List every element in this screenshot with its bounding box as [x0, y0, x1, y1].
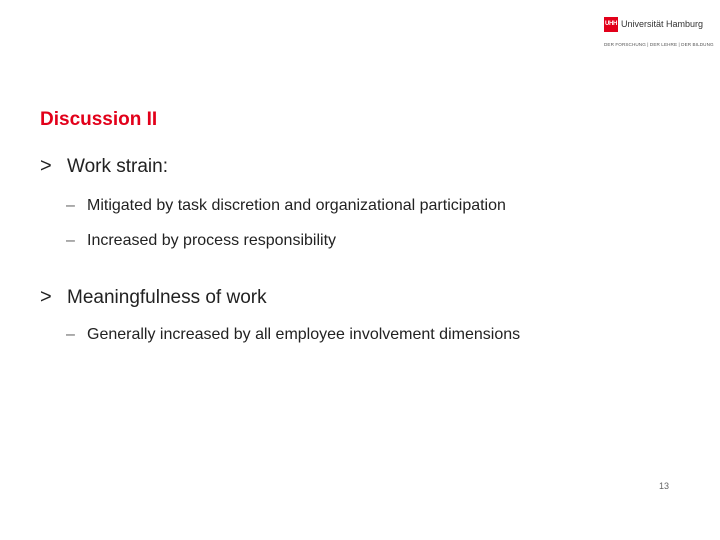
uhh-logo-box: UHH	[604, 17, 618, 32]
bullet-meaningfulness	[40, 286, 267, 309]
bullet-chevron-icon: >	[40, 155, 52, 177]
bullet-text: Work strain:	[67, 156, 169, 177]
logo-tagline: DER FORSCHUNG | DER LEHRE | DER BILDUNG	[604, 42, 714, 47]
bullet-text: Meaningfulness of work	[67, 287, 267, 308]
sub-bullet-text: Mitigated by task discretion and organizational participation	[87, 197, 506, 214]
bullet-work-strain	[40, 155, 168, 178]
sub-bullet-text: Increased by process responsibility	[87, 232, 337, 249]
slide-title: Discussion II	[40, 109, 158, 130]
page-number: 13	[658, 481, 669, 491]
dash-icon: –	[66, 326, 75, 343]
sub-bullet-generally	[66, 326, 520, 344]
logo-university-name: Universität Hamburg	[621, 19, 704, 29]
dash-icon: –	[66, 197, 75, 214]
sub-bullet-mitigated	[66, 197, 506, 215]
bullet-chevron-icon: >	[40, 286, 52, 308]
dash-icon: –	[66, 232, 75, 249]
sub-bullet-increased	[66, 232, 336, 250]
university-logo	[604, 17, 714, 51]
sub-bullet-text: Generally increased by all employee involvement dimensions	[87, 326, 521, 343]
